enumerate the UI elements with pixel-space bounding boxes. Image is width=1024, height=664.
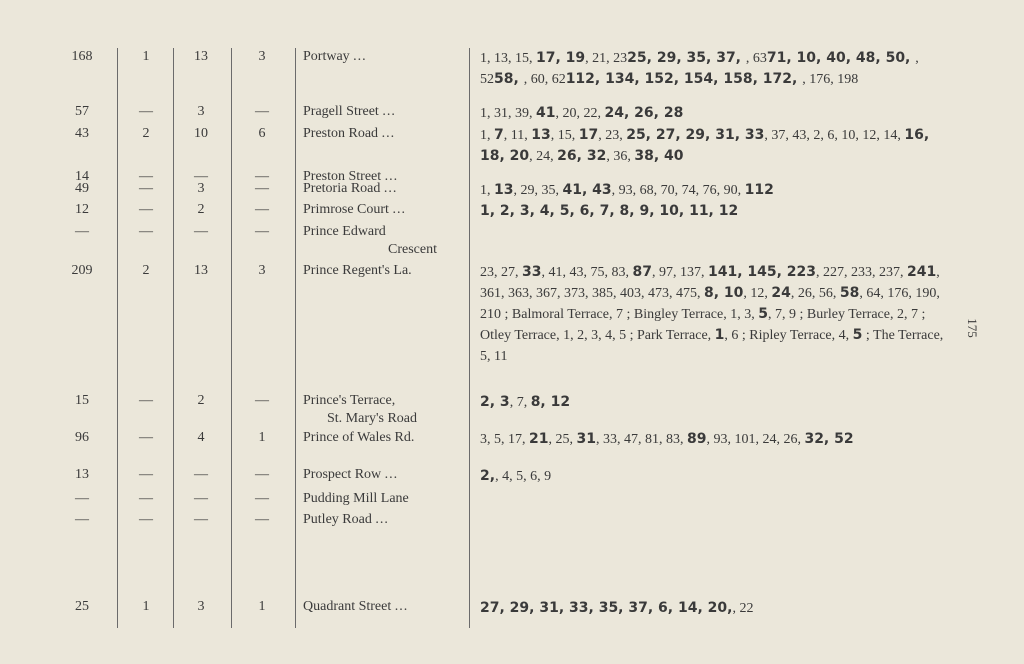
count-cell: — [139,169,153,184]
count-cell: 15 [75,393,89,408]
bold-number: 24 [771,285,791,301]
count-cell: 43 [75,126,89,141]
bold-number: 89 [686,431,707,447]
count-cell: — [255,202,269,217]
count-cell: — [139,430,153,445]
street-name [303,103,463,121]
column-divider [231,48,232,628]
count-cell: 49 [75,181,89,196]
count-cell: — [194,169,208,184]
street-name-line: Preston Road [303,126,382,141]
street-name-line: Prince's Terrace, [303,393,396,408]
leader-dots: ... [392,202,406,217]
bold-number: 2, 3 [480,394,510,410]
bold-number: 241 [907,264,937,280]
count-cell: — [255,467,269,482]
column-divider [117,48,118,628]
column-divider [173,48,174,628]
bold-number: 1, 2, 3, 4, 5, 6, 7, 8, 9, 10, 11, 12 [480,203,739,219]
leader-dots: ... [375,512,389,527]
count-cell: — [139,224,153,239]
count-cell: 209 [71,263,93,278]
count-cell: — [255,224,269,239]
count-cell: — [194,224,208,239]
count-cell: 25 [75,599,89,614]
house-numbers [480,201,945,222]
leader-dots: ... [394,599,409,614]
bold-number: 17 [578,127,599,143]
bold-number: 7 [494,127,504,143]
count-cell: — [75,491,89,506]
count-cell: — [139,181,153,196]
count-cell: 10 [194,126,208,141]
count-cell: — [139,512,153,527]
street-name-line: Pudding Mill Lane [303,491,409,506]
street-name-line: Prospect Row [303,467,385,482]
house-numbers: 2,, 4, 5, 6, 9 [480,468,552,484]
street-name [303,598,463,616]
count-cell: — [139,104,153,119]
street-name [303,262,463,280]
bold-number: 17, 19 [536,50,586,66]
bold-number: 141, 145, 223 [707,264,817,280]
leader-dots: ... [381,126,396,141]
count-cell: — [255,104,269,119]
bold-number: 8, 12 [530,394,571,410]
bold-number: 5 [758,306,768,322]
leader-dots: ... [384,467,399,482]
house-numbers: 27, 29, 31, 33, 35, 37, 6, 14, 20,, 22 [480,600,754,616]
bold-number: 112, 134, 152, 154, 158, 172, [565,71,803,87]
column-divider [469,48,470,628]
count-cell: — [194,467,208,482]
bold-number: 27, 29, 31, 33, 35, 37, 6, 14, 20, [480,600,733,616]
count-cell: — [255,512,269,527]
count-cell: 1 [258,430,266,445]
bold-number: 87 [632,264,652,280]
leader-dots: ... [382,104,396,119]
house-numbers: 2, 3, 7, 8, 12 [480,394,571,410]
bold-number: 8, 10 [704,285,744,301]
count-cell: 3 [258,49,266,64]
bold-number: 112 [744,182,774,198]
count-cell: — [255,181,269,196]
house-numbers: 1, 13, 29, 35, 41, 43, 93, 68, 70, 74, 76, 90, 112 [480,182,774,198]
house-numbers: 1, 31, 39, 41, 20, 22, 24, 26, 28 [480,105,684,121]
bold-number: 33 [522,264,542,280]
count-cell: — [255,169,269,184]
bold-number: 2, [480,468,496,484]
count-cell: 6 [258,126,266,141]
house-numbers: 1, 13, 15, 17, 19, 21, 2325, 29, 35, 37, , 6371, 10, 40, 48, 50, , 5258, , 60, 62112, 134, 152, 154, 158, 172, , 176, 198 [480,50,919,87]
count-cell: 96 [75,430,89,445]
street-name [303,125,463,143]
bold-number: 16, 18, 20 [480,127,930,164]
leader-dots: ... [383,181,398,196]
count-cell: 1 [142,599,150,614]
count-cell: 3 [258,263,266,278]
bold-number: 5 [852,327,863,343]
street-name-line: St. Mary's Road [327,411,418,426]
street-name [303,223,463,259]
street-name [303,511,463,529]
count-cell: — [139,393,153,408]
bold-number: 38, 40 [634,148,684,164]
count-cell: 2 [197,202,205,217]
bold-number: 58 [839,285,860,301]
bold-number: 21 [529,431,549,447]
house-numbers: 1, 7, 11, 13, 15, 17, 23, 25, 27, 29, 31, 33, 37, 43, 2, 6, 10, 12, 14, 16, 18, 20, 24, 26, 32, 36, 38, 40 [480,127,930,164]
bold-number: 26, 32 [557,148,607,164]
house-numbers: 23, 27, 33, 41, 43, 75, 83, 87, 97, 137, 141, 145, 223, 227, 233, 237, 241, 361, 363, 367, 373, 385, 403, 473, 475, 8, 10, 12, 24, 26, 56, 58, 64, 176, 190, 210 ; Balmoral Terrace, 7 ; Bingley Terrace, 1, 3, 5, 7, 9 ; Burley Terrace, 2, 7 ; Otley Terrace, 1, 2, 3, 4, 5 ; Park Terrace, 1, 6 ; Ripley Terrace, 4, 5 ; The Terrace, 5, 11 [480,264,944,364]
count-cell: — [75,224,89,239]
street-name-line: Putley Road [303,512,376,527]
bold-number: 31 [576,431,596,447]
count-cell: 3 [197,599,205,614]
count-cell: 57 [75,104,89,119]
count-cell: 2 [142,263,150,278]
bold-number: 13 [494,182,514,198]
street-name-line: Crescent [388,242,437,257]
street-name [303,466,463,484]
street-name-line: Pragell Street [303,104,383,119]
bold-number: 41, 43 [562,182,612,198]
street-name-line: Prince Edward [303,224,386,239]
count-cell: 1 [258,599,266,614]
street-name [303,201,463,219]
street-name [303,48,463,66]
house-numbers: 3, 5, 17, 21, 25, 31, 33, 47, 81, 83, 89, 93, 101, 24, 26, 32, 52 [480,431,854,447]
bold-number: 1 [714,327,725,343]
count-cell: — [255,393,269,408]
count-cell: 3 [197,181,205,196]
street-name-line: Pretoria Road [303,181,384,196]
street-name-line: Quadrant Street [303,599,395,614]
count-cell: 12 [75,202,89,217]
count-cell: 13 [194,49,208,64]
count-cell: 168 [71,49,93,64]
street-name [303,429,463,447]
count-cell: — [255,491,269,506]
count-cell: 13 [194,263,208,278]
bold-number: 32, 52 [804,431,854,447]
bold-number: 13 [531,127,551,143]
street-name-line: Prince Regent's La. [303,263,412,278]
leader-dots: ... [353,49,367,64]
bold-number: 58, [494,71,524,87]
street-name [303,392,463,428]
street-name-line: Portway [303,49,354,64]
count-cell: 1 [142,49,150,64]
bold-number: 24, 26, 28 [604,105,684,121]
street-name-line: Primrose Court [303,202,393,217]
count-cell: 4 [197,430,205,445]
bold-number: 41 [536,105,556,121]
count-cell: 14 [75,169,89,184]
street-name-line: Preston Street [303,169,385,184]
bold-number: 25, 27, 29, 31, 33 [626,127,765,143]
column-divider [295,48,296,628]
street-name-line: Prince of Wales Rd. [303,430,415,445]
leader-dots: ... [384,169,399,184]
count-cell: 2 [197,393,205,408]
page-number: 175 [964,318,980,338]
count-cell: 13 [75,467,89,482]
count-cell: — [139,202,153,217]
count-cell: 2 [142,126,150,141]
count-cell: — [139,491,153,506]
count-cell: — [194,491,208,506]
street-name [303,490,463,508]
bold-number: 71, 10, 40, 48, 50, [766,50,916,66]
count-cell: — [139,467,153,482]
street-name [303,180,463,198]
count-cell: — [194,512,208,527]
bold-number: 25, 29, 35, 37, [627,50,746,66]
count-cell: — [75,512,89,527]
count-cell: 3 [197,104,205,119]
